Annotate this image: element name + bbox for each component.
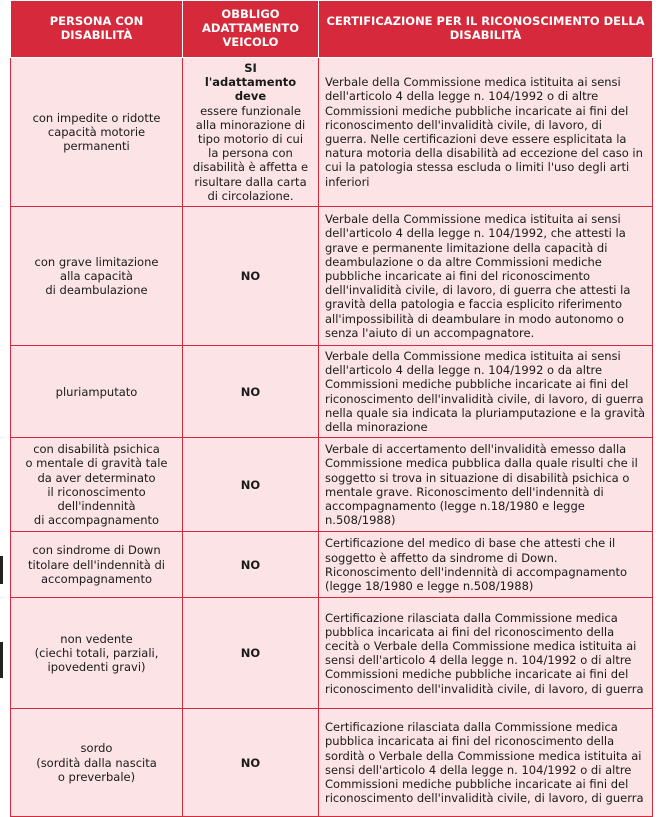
obbligo-cell [183, 532, 319, 598]
obbligo-value: NO [240, 268, 261, 283]
persona-cell: con disabilità psichica o mentale di gravità tale da aver determinato il riconoscimento dell'indennità di accompagnamento [11, 438, 183, 532]
certificazione-cell: Certificazione rilasciata dalla Commissione medica pubblica incaricata ai fini del riconoscimento della cecità o Verbale della Commissione medica istituita ai sensi dell'articolo 4 della legge n. 104/1992 o di altre Commissioni mediche pubbliche incaricate ai fini del riconoscimento dell'invalidità civile, di lavoro, di guerra [319, 598, 653, 709]
table-row [11, 438, 653, 532]
persona-cell: non vedente (ciechi totali, parziali, ipovedenti gravi) [11, 598, 183, 709]
margin-mark-1 [0, 556, 3, 584]
header-obbligo: OBBLIGO ADATTAMENTO VEICOLO [183, 1, 319, 58]
table-header-row [11, 1, 653, 58]
obbligo-cell [183, 346, 319, 438]
certificazione-cell: Verbale di accertamento dell'invalidità emesso dalla Commissione medica pubblica dalla quale risulti che il soggetto si trova in situazione di disabilità psichica o mentale grave. Riconoscimento dell'indennità di accompagnamento (legge n.18/1980 e legge n.508/1988) [319, 438, 653, 532]
obbligo-cell [183, 438, 319, 532]
persona-cell: con impedite o ridotte capacità motorie permanenti [11, 58, 183, 207]
certificazione-cell: Certificazione del medico di base che attesti che il soggetto è affetto da sindrome di Down. Riconoscimento dell'indennità di accompagnamento (legge 18/1980 e legge n.508/1988) [319, 532, 653, 598]
obbligo-value: NO [240, 557, 261, 572]
obbligo-value: NO [240, 477, 261, 492]
certificazione-cell: Verbale della Commissione medica istituita ai sensi dell'articolo 4 della legge n. 104/1992 o da altre Commissioni mediche pubbliche incaricate ai fini del riconoscimento dell'invalidità civile, di lavoro, di guerra nella quale sia indicata la pluriamputazione e la gravità della minorazione [319, 346, 653, 438]
margin-mark-2 [0, 642, 3, 678]
obbligo-value: NO [240, 755, 261, 770]
obbligo-value: SI l'adattamento deve [204, 61, 297, 104]
obbligo-cell [183, 709, 319, 817]
certificazione-cell: Verbale della Commissione medica istituita ai sensi dell'articolo 4 della legge n. 104/1992 o di altre Commissioni mediche pubbliche incaricate ai fini del riconoscimento dell'invalidità civile, di lavoro, di guerra. Nelle certificazioni deve essere esplicitata la natura motoria della disabilità ad eccezione del caso in cui la patologia stessa escluda o limiti l'uso degli arti inferiori [319, 58, 653, 207]
table-row [11, 207, 653, 346]
obbligo-value: NO [240, 646, 261, 661]
table-row [11, 709, 653, 817]
persona-cell: sordo (sordità dalla nascita o preverbale) [11, 709, 183, 817]
table-row [11, 58, 653, 207]
disability-certification-table [10, 0, 653, 817]
table-row [11, 346, 653, 438]
header-persona: PERSONA CON DISABILITÀ [11, 1, 183, 58]
table-row [11, 532, 653, 598]
persona-cell: con grave limitazione alla capacità di deambulazione [11, 207, 183, 346]
obbligo-cell [183, 598, 319, 709]
persona-cell: pluriamputato [11, 346, 183, 438]
certificazione-cell: Certificazione rilasciata dalla Commissione medica pubblica incaricata ai fini del riconoscimento della sordità o Verbale della Commissione medica istituita ai sensi dell'articolo 4 della legge n. 104/1992 o di altre Commissioni mediche pubbliche incaricate ai fini del riconoscimento dell'invalidità civile, di lavoro, di guerra [319, 709, 653, 817]
persona-cell: con sindrome di Down titolare dell'indennità di accompagnamento [11, 532, 183, 598]
table-row [11, 598, 653, 709]
certificazione-cell: Verbale della Commissione medica istituita ai sensi dell'articolo 4 della legge n. 104/1992, che attesti la grave e permanente limitazione della capacità di deambulazione o da altre Commissioni mediche pubbliche incaricate ai fini del riconoscimento dell'invalidità civile, di lavoro, di guerra che attesti la gravità della patologia e faccia esplicito riferimento all'impossibilità di deambulare in modo autonomo o senza l'aiuto di un accompagnatore. [319, 207, 653, 346]
obbligo-note: essere funzionale alla minorazione di tipo motorio di cui la persona con disabilità è affetta e risultare dalla carta di circolazione. [192, 103, 309, 203]
header-certificazione: CERTIFICAZIONE PER IL RICONOSCIMENTO DELLA DISABILITÀ [319, 1, 653, 58]
obbligo-cell [183, 58, 319, 207]
obbligo-cell [183, 207, 319, 346]
obbligo-value: NO [240, 384, 261, 399]
